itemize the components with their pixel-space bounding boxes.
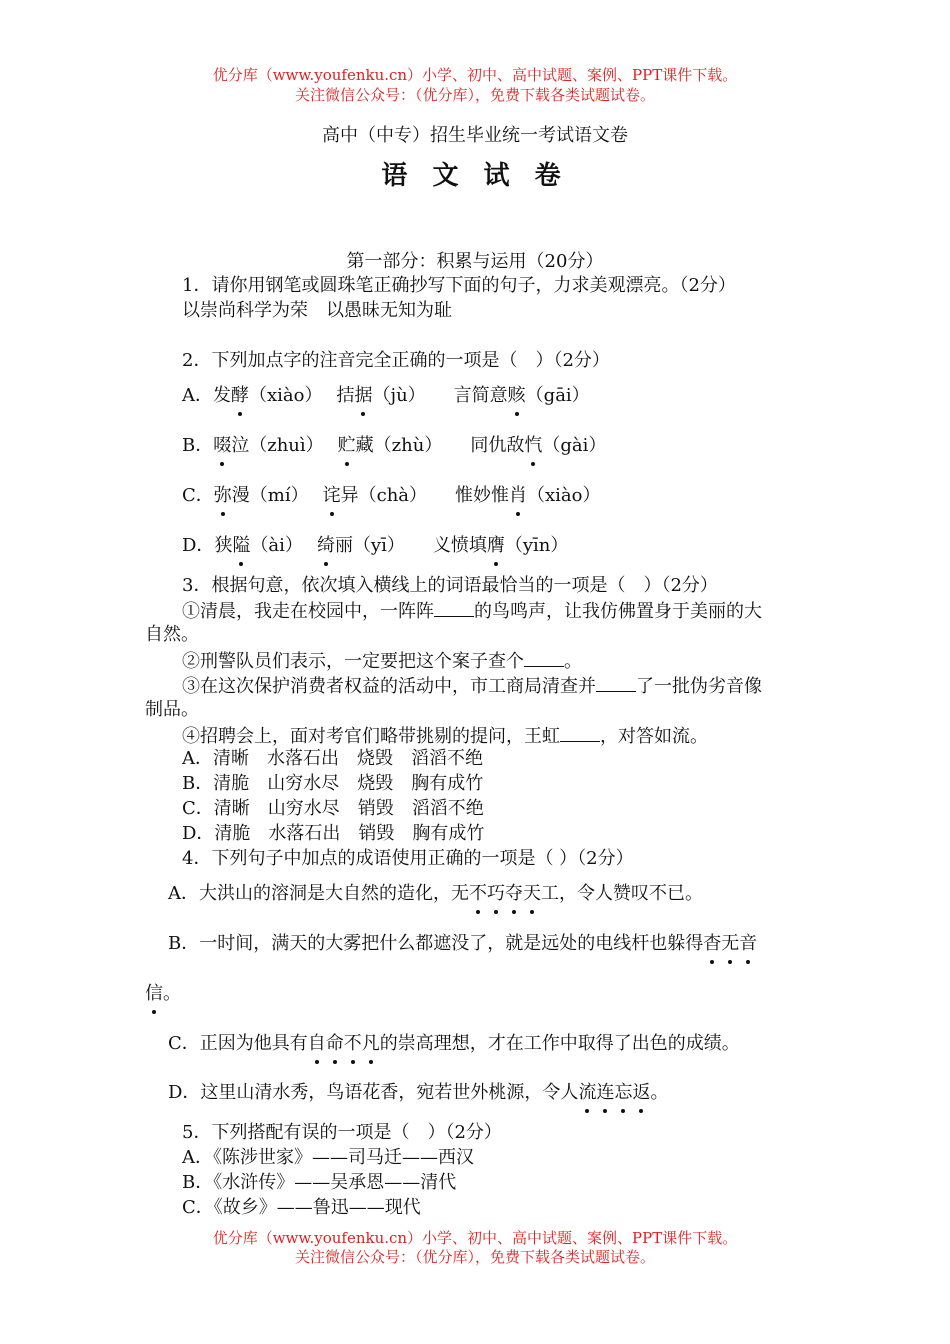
q3-option-b: B．清脆 山穷水尽 烧毁 胸有成竹 [182,773,484,794]
q4-option-d: D．这里山清水秀，鸟语花香，宛若世外桃源，令人流连忘返。 [168,1082,669,1103]
exam-subtitle: 高中（中专）招生毕业统一考试语文卷 [322,125,628,146]
q2-option-d: D．狭隘（ài） 绮丽（yī） 义愤填膺（yīn） [182,535,569,556]
q1-sentence: 以崇尚科学为荣 以愚昧无知为耻 [182,300,452,321]
q5-option-c: C．《故乡》——鲁迅——现代 [182,1197,421,1218]
q5-stem: 5．下列搭配有误的一项是（ ）（2分） [182,1122,502,1143]
q2-option-a: A．发酵（xiào） 拮据（jù） 言简意赅（gāi） [182,385,590,406]
q3-option-d: D．清脆 水落石出 销毁 胸有成竹 [182,823,485,844]
header-line-2: 关注微信公众号：（优分库），免费下载各类试题试卷。 [294,86,655,104]
q3-sentence-3: ③在这次保护消费者权益的活动中，市工商局清查并 了一批伪劣音像 [182,673,762,699]
section-heading: 第一部分：积累与运用（20分） [346,251,604,272]
q4-option-a: A．大洪山的溶洞是大自然的造化，无不巧夺天工，令人赞叹不已。 [168,883,703,904]
page-title: 语 文 试 卷 [381,161,569,191]
q3-sentence-3-cont: 制品。 [145,699,199,720]
footer-line-1: 优分库（www.youfenku.cn）小学、初中、高中试题、案例、PPT课件下载。 [212,1229,738,1247]
q2-option-b: B．啜泣（zhuì） 贮藏（zhù） 同仇敌忾（gài） [182,435,607,456]
q4-option-c: C．正因为他具有自命不凡的崇高理想，才在工作中取得了出色的成绩。 [168,1033,740,1054]
q3-sentence-1: ①清晨，我走在校园中，一阵阵 的鸟鸣声，让我仿佛置身于美丽的大 [182,598,762,624]
q3-option-a: A．清晰 水落石出 烧毁 滔滔不绝 [182,748,483,769]
header-line-1: 优分库（www.youfenku.cn）小学、初中、高中试题、案例、PPT课件下载。 [212,66,738,84]
q4-option-b: B．一时间，满天的大雾把什么都遮没了，就是远处的电线杆也躲得杳无音 [168,933,758,954]
q3-sentence-1-cont: 自然。 [145,624,199,645]
q2-option-c: C．弥漫（mí） 诧异（chà） 惟妙惟肖（xiào） [182,485,601,506]
q3-sentence-2: ②刑警队员们表示，一定要把这个案子查个 。 [182,648,582,674]
q5-option-a: A．《陈涉世家》——司马迁——西汉 [182,1147,474,1168]
q3-option-c: C．清晰 山穷水尽 销毁 滔滔不绝 [182,798,484,819]
q4-stem: 4．下列句子中加点的成语使用正确的一项是（ ）（2分） [182,848,634,869]
q3-stem: 3．根据句意，依次填入横线上的词语最恰当的一项是（ ）（2分） [182,575,718,596]
q5-option-b: B．《水浒传》——吴承恩——清代 [182,1172,457,1193]
q2-stem: 2．下列加点字的注音完全正确的一项是（ ）（2分） [182,350,610,371]
q3-sentence-4: ④招聘会上，面对考官们略带挑剔的提问，王虹 ，对答如流。 [182,723,708,749]
q4-option-b-cont: 信。 [145,983,181,1004]
q1-stem: 1．请你用钢笔或圆珠笔正确抄写下面的句子，力求美观漂亮。（2分） [182,275,736,296]
footer-line-2: 关注微信公众号：（优分库），免费下载各类试题试卷。 [294,1248,655,1266]
